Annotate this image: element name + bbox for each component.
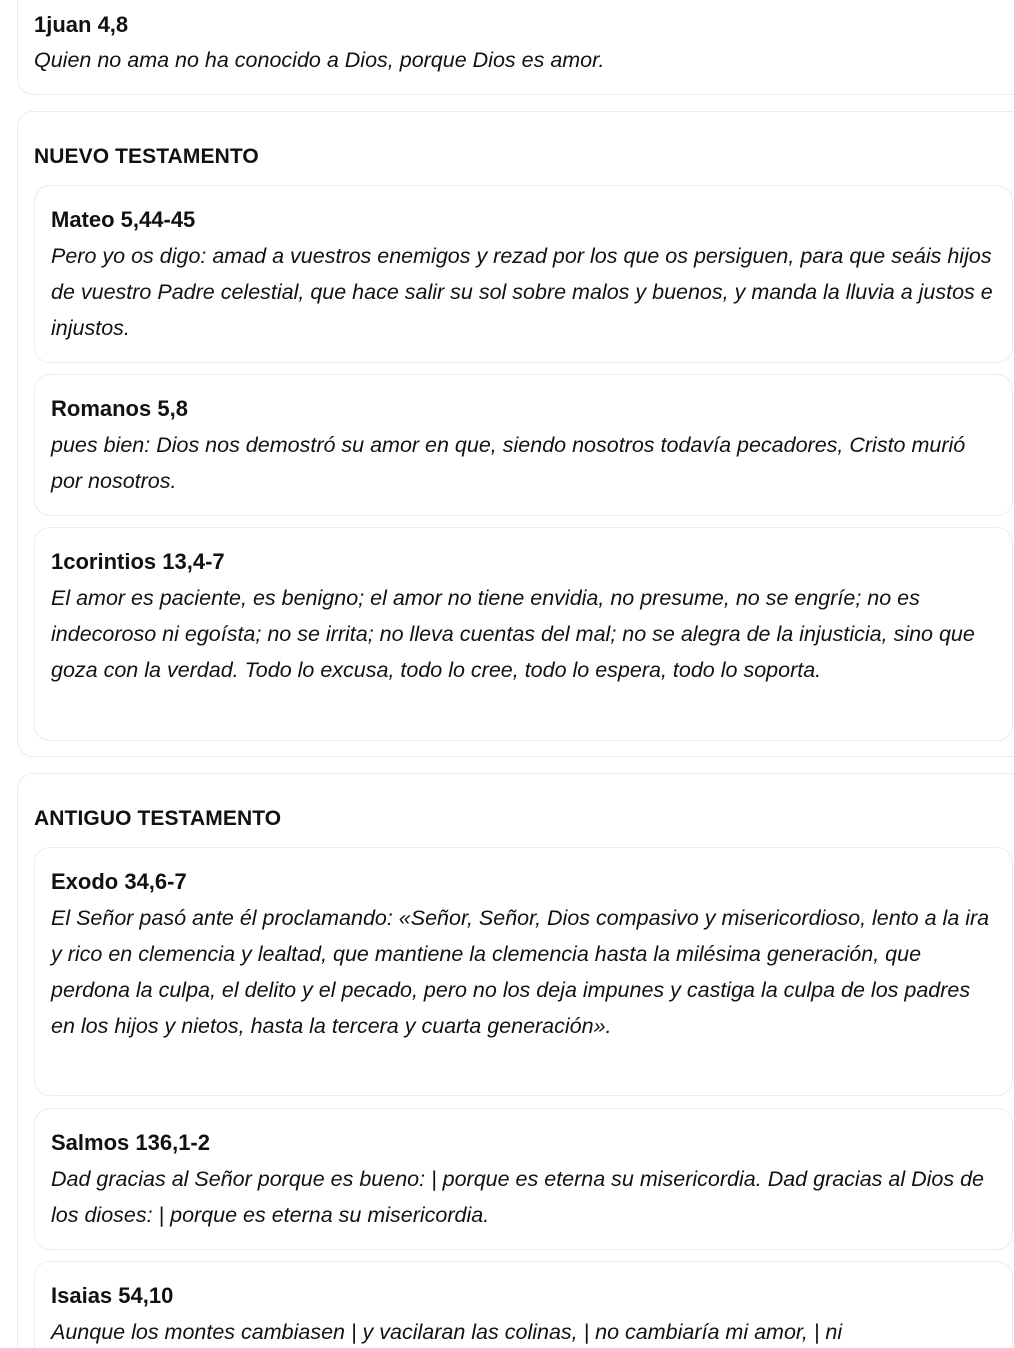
verse-text: Dad gracias al Señor porque es bueno: | porque es eterna su misericordia. Dad gracias al Dios de los dioses: | porque es eterna su misericordia. — [51, 1167, 984, 1227]
section-antiguo-testamento — [17, 773, 1014, 1348]
section-title: NUEVO TESTAMENTO — [34, 145, 259, 168]
verse-reference: Exodo 34,6-7 — [51, 869, 187, 894]
verse-text: pues bien: Dios nos demostró su amor en que, siendo nosotros todavía pecadores, Cristo murió por nosotros. — [51, 433, 966, 493]
section-title: ANTIGUO TESTAMENTO — [34, 807, 282, 830]
verse-reference: 1juan 4,8 — [34, 12, 129, 37]
verse-text: El amor es paciente, es benigno; el amor no tiene envidia, no presume, no se engríe; no es indecoroso ni egoísta; no se irrita; no lleva cuentas del mal; no se alegra de la injusticia, sino que goza con la verdad. Todo lo excusa, todo lo cree, todo lo espera, todo lo soporta. — [51, 586, 975, 682]
verse-card — [34, 847, 1013, 1096]
verse-reference: Mateo 5,44-45 — [51, 207, 196, 232]
verse-card — [34, 185, 1013, 363]
verse-text: Aunque los montes cambiasen | y vacilaran las colinas, | no cambiaría mi amor, | ni — [51, 1320, 843, 1344]
verse-text: Pero yo os digo: amad a vuestros enemigos y rezad por los que os persiguen, para que seáis hijos de vuestro Padre celestial, que hace salir su sol sobre malos y buenos, y manda la lluvia a justos e injustos. — [51, 244, 993, 340]
verse-card — [34, 1108, 1013, 1250]
verse-card — [34, 527, 1013, 741]
verse-reference: 1corintios 13,4-7 — [51, 549, 225, 574]
section-nuevo-testamento — [17, 111, 1014, 757]
verse-text: Quien no ama no ha conocido a Dios, porque Dios es amor. — [34, 48, 605, 72]
verse-text: El Señor pasó ante él proclamando: «Señor, Señor, Dios compasivo y misericordioso, lento a la ira y rico en clemencia y lealtad, que mantiene la clemencia hasta la milésima generación, que perdona la culpa, el delito y el pecado, pero no los deja impunes y castiga la culpa de los padres en los hijos y nietos, hasta la tercera y cuarta generación». — [51, 906, 990, 1038]
verse-reference: Romanos 5,8 — [51, 396, 188, 421]
verse-card — [34, 1261, 1013, 1348]
verse-card-top — [17, 0, 1014, 95]
verse-card — [34, 374, 1013, 516]
verse-reference: Isaias 54,10 — [51, 1283, 174, 1308]
verse-reference: Salmos 136,1-2 — [51, 1130, 210, 1155]
